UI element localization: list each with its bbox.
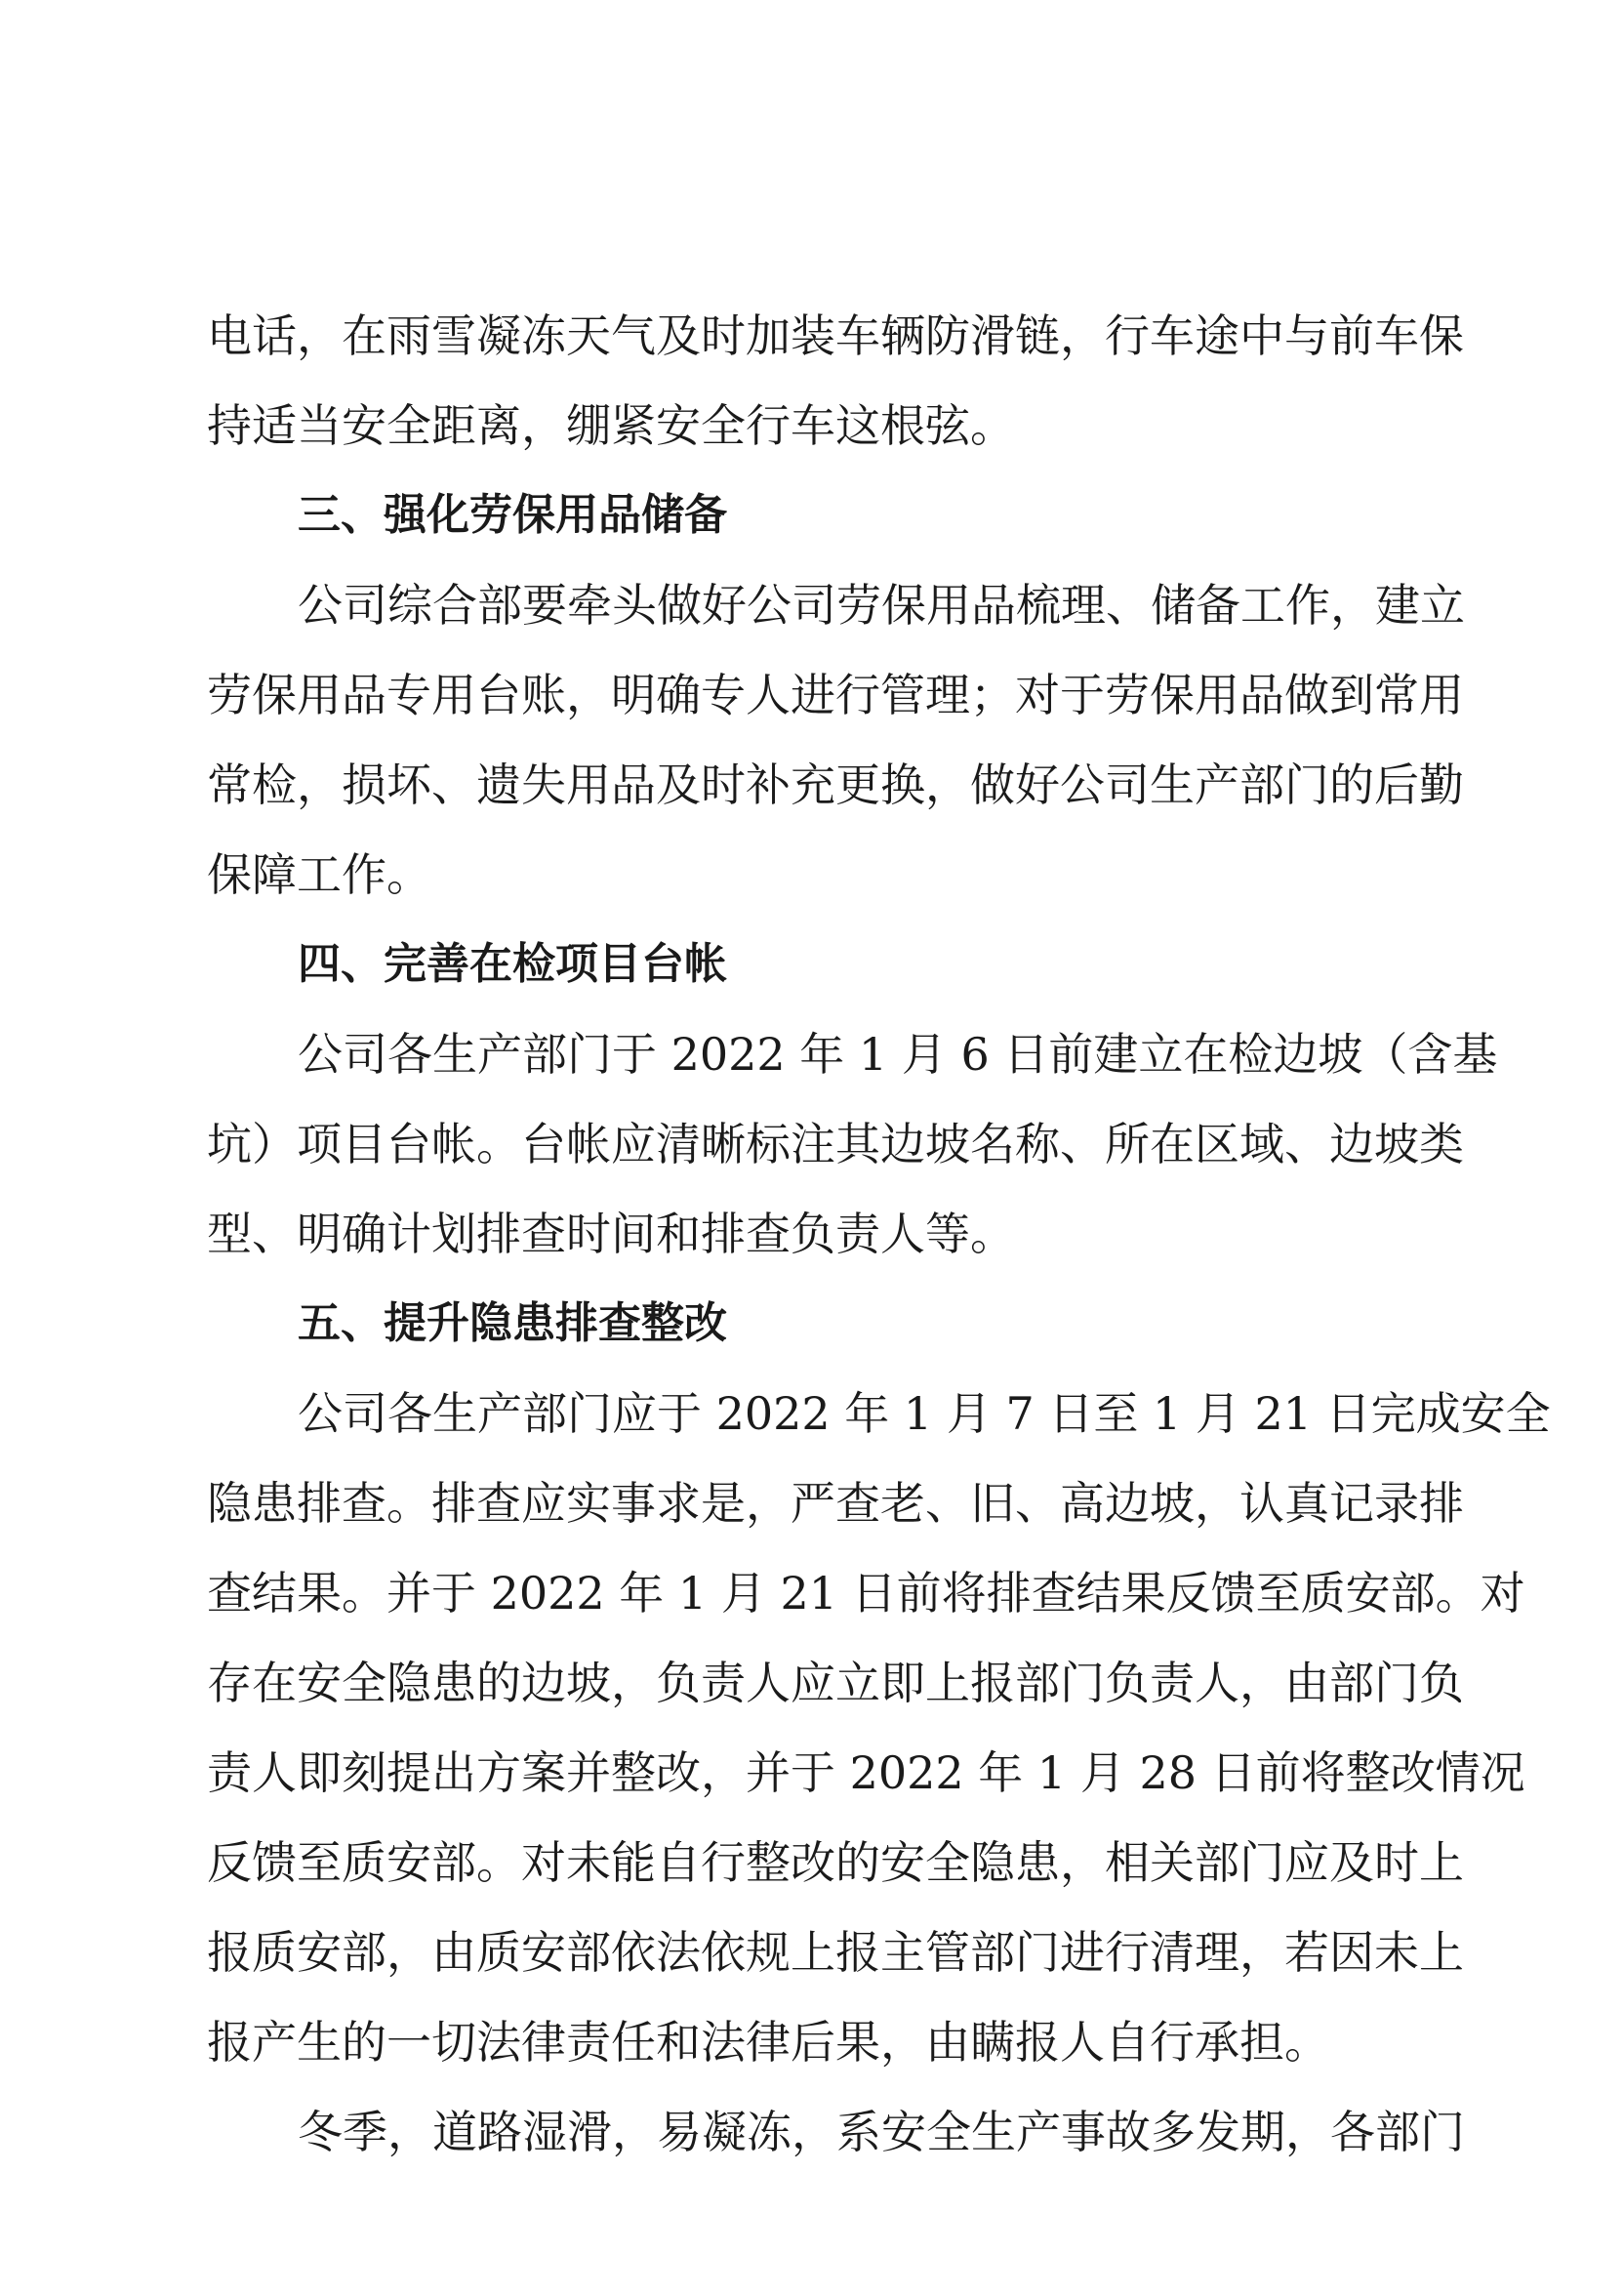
body-text-line: 劳保用品专用台账，明确专人进行管理；对于劳保用品做到常用 xyxy=(207,669,1464,721)
body-text-line: 隐患排查。排查应实事求是，严查老、旧、高边坡，认真记录排 xyxy=(207,1477,1464,1530)
body-text-line: 型、明确计划排查时间和排查负责人等。 xyxy=(207,1208,1015,1260)
body-text-line: 存在安全隐患的边坡，负责人应立即上报部门负责人，由部门负 xyxy=(207,1657,1464,1709)
section-heading: 四、完善在检项目台帐 xyxy=(298,939,727,989)
body-text-line: 查结果。并于 2022 年 1 月 21 日前将排查结果反馈至质安部。对 xyxy=(207,1567,1525,1620)
section-heading: 五、提升隐患排查整改 xyxy=(298,1298,727,1348)
body-text-line: 报产生的一切法律责任和法律后果，由瞒报人自行承担。 xyxy=(207,2016,1329,2069)
body-text-line: 报质安部，由质安部依法依规上报主管部门进行清理，若因未上 xyxy=(207,1926,1464,1979)
body-text-line: 常检，损坏、遗失用品及时补充更换，做好公司生产部门的后勤 xyxy=(207,758,1464,811)
body-text-line: 公司各生产部门于 2022 年 1 月 6 日前建立在检边坡（含基 xyxy=(298,1028,1498,1081)
body-text-line: 公司综合部要牵头做好公司劳保用品梳理、储备工作，建立 xyxy=(298,579,1465,632)
body-text-line: 持适当安全距离，绷紧安全行车这根弦。 xyxy=(207,399,1015,452)
body-text-line: 反馈至质安部。对未能自行整改的安全隐患，相关部门应及时上 xyxy=(207,1836,1464,1889)
body-text-line: 坑）项目台帐。台帐应清晰标注其边坡名称、所在区域、边坡类 xyxy=(207,1118,1464,1170)
body-text-line: 责人即刻提出方案并整改，并于 2022 年 1 月 28 日前将整改情况 xyxy=(207,1746,1525,1799)
body-text-line: 冬季，道路湿滑，易凝冻，系安全生产事故多发期，各部门 xyxy=(298,2106,1465,2158)
section-heading: 三、强化劳保用品储备 xyxy=(298,490,727,540)
body-text-line: 保障工作。 xyxy=(207,848,431,901)
body-text-line: 公司各生产部门应于 2022 年 1 月 7 日至 1 月 21 日完成安全 xyxy=(298,1387,1551,1440)
body-text-line: 电话，在雨雪凝冻天气及时加装车辆防滑链，行车途中与前车保 xyxy=(207,309,1464,362)
